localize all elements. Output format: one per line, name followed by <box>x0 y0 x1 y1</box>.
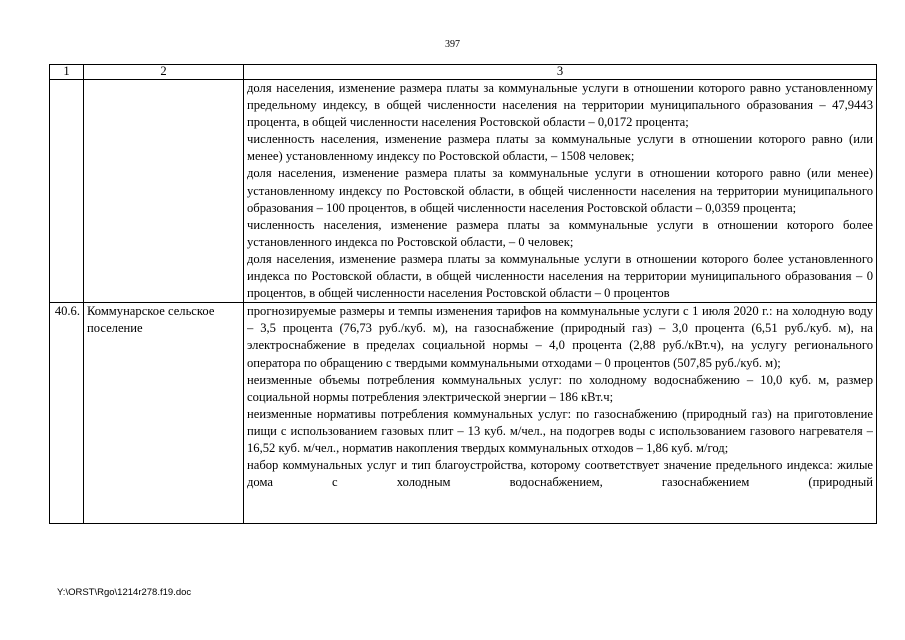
header-cell-1: 1 <box>50 65 84 80</box>
row-text-cell <box>244 80 877 303</box>
paragraph: доля населения, изменение размера платы за коммунальные услуги в отношении которого равно (или менее) установленному индексу по Ростовской области, в общей численности населения на территории муниципального образования – 100 процентов, в общей численности населения Ростовской области – 0,0359 процента; <box>247 166 873 215</box>
file-path: Y:\ORST\Rgo\1214r278.f19.doc <box>57 587 192 598</box>
paragraph: доля населения, изменение размера платы за коммунальные услуги в отношении которого более установленного индекса по Ростовской области, в общей численности населения на территории муниципального образования – 0 процентов, в общей численности населения Ростовской области – 0 процентов <box>247 251 873 301</box>
paragraph: прогнозируемые размеры и темпы изменения тарифов на коммунальные услуги с 1 июля 2020 г.: на холодную воду – 3,5 процента (76,73 руб./куб. м), на газоснабжение (природный газ) – 3,0 процента (6,51 руб./куб. м), на электроснабжение в пределах социальной нормы – 4,0 процента (2,88 руб./кВт.ч), на услугу регионального оператора по обращению с твердыми коммунальными отходами – 0 процентов (507,85 руб./куб. м); <box>247 304 873 370</box>
paragraph: неизменные нормативы потребления коммунальных услуг: по газоснабжению (природный газ) на приготовление пищи с использованием газовых плит – 13 куб. м/чел., на подогрев воды с использованием газового нагревателя – 16,52 куб. м/чел., норматив накопления твердых коммунальных отходов – 1,86 куб. м/год; <box>247 406 873 455</box>
row-name-cell <box>84 80 244 303</box>
paragraph: набор коммунальных услуг и тип благоустройства, которому соответствует значение предельного индекса: жилые дома с холодным водоснабжением, газоснабжением (природный <box>247 458 873 490</box>
paragraph: численность населения, изменение размера платы за коммунальные услуги в отношении которого более установленного индекса по Ростовской области, – 0 человек; <box>247 217 873 249</box>
table-row <box>50 303 877 524</box>
paragraph: доля населения, изменение размера платы за коммунальные услуги в отношении которого равно установленному предельному индексу, в общей численности населения на территории муниципального образования – 47,9443 процента, в общей численности населения Ростовской области – 0,0172 процента; <box>247 81 873 130</box>
header-cell-3: 3 <box>244 65 877 80</box>
page-number: 397 <box>445 39 460 50</box>
table-header-row <box>50 65 877 80</box>
row-text-cell <box>244 303 877 524</box>
table-row <box>50 80 877 303</box>
header-cell-2: 2 <box>84 65 244 80</box>
paragraph: численность населения, изменение размера платы за коммунальные услуги в отношении которого равно (или менее) установленному индексу по Ростовской области, – 1508 человек; <box>247 132 873 164</box>
row-number-cell <box>50 80 84 303</box>
row-name-cell: Коммунарское сельское поселение <box>84 303 244 524</box>
document-table <box>49 64 877 524</box>
row-number-cell: 40.6. <box>50 303 84 524</box>
paragraph: неизменные объемы потребления коммунальных услуг: по холодному водоснабжению – 10,0 куб. м, размер социальной нормы потребления электрической энергии – 186 кВт.ч; <box>247 372 873 404</box>
